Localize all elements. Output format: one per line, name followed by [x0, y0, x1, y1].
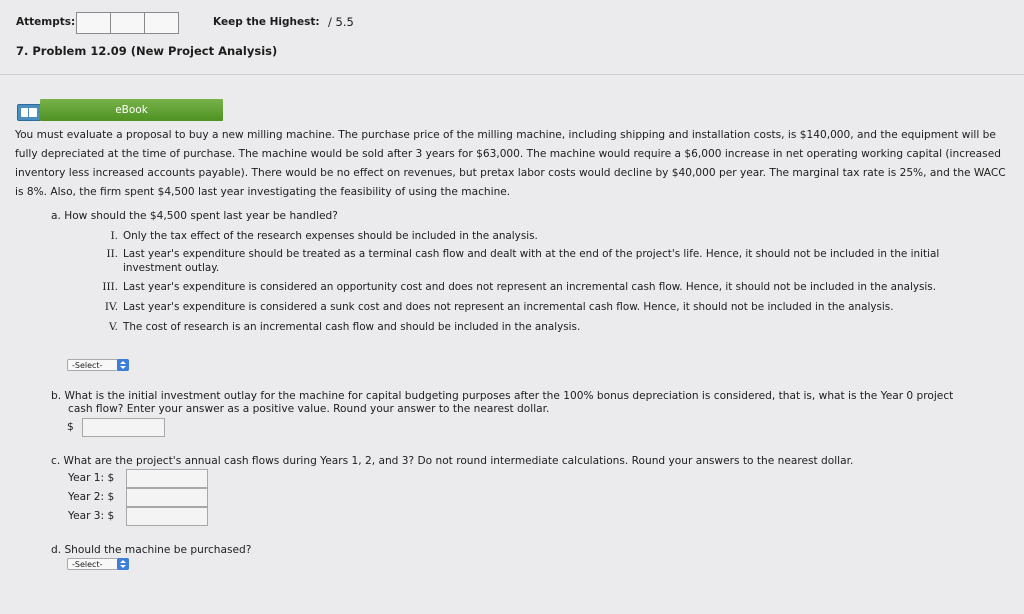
problem-statement: You must evaluate a proposal to buy a new milling machine. The purchase price of the milling machine, including shipping and installation costs, is $140,000, and the equipment will be fully depreciated at the time of purchase. The machine would be sold after 3 years for $63,000. The machine would require a $6,000 increase in net operating working capital (increased inventory less increased accounts payable). There would be no effect on revenues, but pretax labor costs would decline by $40,000 per year. The marginal tax rate is 25%, and the WACC is 8%. Also, the firm spent $4,500 last year investigating the feasibility of using the machine.	[15, 129, 1006, 198]
option-text: Last year's expenditure should be treated as a terminal cash flow and dealt with at the end of the project's life. Hence, it should not be included in the initial investment outlay.	[123, 248, 940, 274]
select-value: -Select-	[72, 361, 103, 370]
option-number: V.	[109, 321, 118, 333]
year-1-label: Year 1: $	[68, 472, 115, 484]
option-number: IV.	[104, 301, 118, 313]
option-item	[96, 280, 996, 294]
year0-cash-flow-input[interactable]	[82, 418, 165, 437]
option-number: II.	[106, 248, 118, 260]
question-d-prompt: d. Should the machine be purchased?	[51, 544, 252, 556]
attempt-indicators	[76, 12, 178, 34]
option-number: III.	[102, 281, 118, 293]
keep-highest-label: Keep the Highest:	[213, 16, 320, 28]
option-item	[96, 247, 996, 275]
question-a-prompt: a. How should the $4,500 spent last year be handled?	[51, 210, 338, 222]
problem-title: 7. Problem 12.09 (New Project Analysis)	[16, 44, 278, 58]
chevron-updown-icon	[117, 359, 129, 371]
question-c-prompt: c. What are the project's annual cash flows during Years 1, 2, and 3? Do not round intermediate calculations. Round your answers to the nearest dollar.	[51, 455, 854, 467]
option-number: I.	[110, 230, 118, 242]
year-3-label: Year 3: $	[68, 510, 115, 522]
question-b-prompt	[51, 390, 1001, 416]
attempt-box	[144, 12, 179, 34]
currency-label: $	[67, 421, 74, 433]
attempts-bar	[16, 12, 1016, 32]
year-1-cash-flow-input[interactable]	[126, 469, 208, 488]
question-b-line2: cash flow? Enter your answer as a positive value. Round your answer to the nearest dollar.	[68, 403, 550, 415]
year-2-label: Year 2: $	[68, 491, 115, 503]
attempts-label: Attempts:	[16, 16, 76, 28]
score: / 5.5	[328, 15, 354, 29]
option-text: The cost of research is an incremental cash flow and should be included in the analysis.	[123, 321, 581, 333]
attempt-box	[110, 12, 145, 34]
option-text: Only the tax effect of the research expenses should be included in the analysis.	[123, 230, 538, 242]
attempt-box	[76, 12, 111, 34]
select-value: -Select-	[72, 560, 103, 569]
chevron-updown-icon	[117, 558, 129, 570]
question-d-select[interactable]	[67, 558, 129, 570]
book-icon[interactable]	[17, 104, 41, 121]
option-item	[96, 300, 996, 314]
year-3-cash-flow-input[interactable]	[126, 507, 208, 526]
option-item	[96, 229, 996, 243]
ebook-button[interactable]: eBook	[40, 99, 223, 121]
option-item	[96, 320, 996, 334]
divider	[0, 74, 1024, 75]
question-a-options	[96, 229, 996, 338]
year-2-cash-flow-input[interactable]	[126, 488, 208, 507]
option-text: Last year's expenditure is considered a sunk cost and does not represent an incremental cash flow. Hence, it should not be included in the analysis.	[123, 301, 894, 313]
question-b-line1: b. What is the initial investment outlay for the machine for capital budgeting purposes after the 100% bonus depreciation is considered, that is, what is the Year 0 project	[51, 390, 954, 402]
option-text: Last year's expenditure is considered an opportunity cost and does not represent an incremental cash flow. Hence, it should not be included in the analysis.	[123, 281, 937, 293]
question-a-select[interactable]	[67, 359, 129, 371]
